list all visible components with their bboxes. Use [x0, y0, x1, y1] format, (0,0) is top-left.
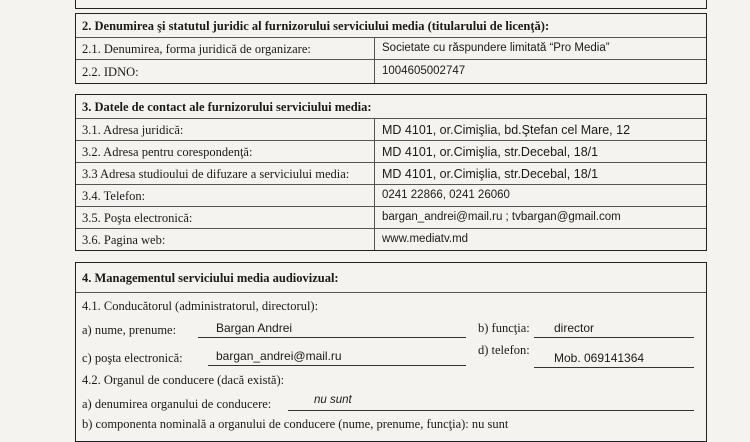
section-2-heading-row [76, 14, 706, 38]
table-row [76, 185, 706, 207]
composition-text: b) componenta nominală a organului de conducere (nume, prenume, funcţia): nu sunt [82, 417, 509, 431]
field-label: 3.2. Adresa pentru corespondenţă: [82, 145, 253, 159]
org-underline [288, 410, 694, 411]
field-value: www.mediatv.md [382, 233, 469, 245]
section-3-heading: 3. Datele de contact ale furnizorului serviciului media: [82, 100, 372, 114]
section-2-box [75, 13, 707, 84]
section-4-2-subheading: 4.2. Organul de conducere (dacă există): [82, 373, 285, 387]
table-row [76, 38, 706, 60]
function-underline [534, 337, 694, 338]
function-label: b) funcţia: [478, 321, 530, 335]
table-row [76, 207, 706, 229]
previous-section-box [75, 0, 707, 9]
section-4-heading: 4. Managementul serviciului media audiovizual: [82, 271, 339, 285]
name-label: a) nume, prenume: [82, 323, 177, 337]
field-value: 1004605002747 [382, 65, 466, 77]
table-row [76, 229, 706, 250]
table-row [76, 163, 706, 185]
field-value: 0241 22866, 0241 26060 [382, 189, 510, 201]
section-3-box [75, 94, 707, 251]
phone-value: Mob. 069141364 [554, 351, 645, 365]
field-label: 3.4. Telefon: [82, 189, 146, 203]
email-value: bargan_andrei@mail.ru [216, 349, 342, 363]
field-value: Societate cu răspundere limitată “Pro Media” [382, 42, 610, 54]
name-underline [198, 337, 466, 338]
section-2-heading: 2. Denumirea şi statutul juridic al furnizorului serviciului media (titularului de licenţă): [82, 19, 550, 33]
org-value: nu sunt [314, 394, 352, 406]
phone-label: d) telefon: [478, 343, 530, 357]
field-label: 2.1. Denumirea, forma juridică de organizare: [82, 42, 311, 56]
section-4-1-subheading: 4.1. Conducătorul (administratorul, directorul): [82, 299, 319, 313]
email-label: c) poşta electronică: [82, 351, 183, 365]
name-value: Bargan Andrei [216, 321, 293, 335]
field-value: MD 4101, or.Cimişlia, str.Decebal, 18/1 [382, 167, 599, 181]
phone-underline [534, 367, 694, 368]
table-row [76, 60, 706, 83]
section-3-heading-row [76, 95, 706, 119]
field-label: 3.3 Adresa studioului de difuzare a serviciului media: [82, 167, 350, 181]
field-value: MD 4101, or.Cimişlia, bd.Ştefan cel Mare, 12 [382, 123, 631, 137]
field-label: 2.2. IDNO: [82, 65, 139, 79]
section-4-box [75, 262, 707, 442]
field-value: MD 4101, or.Cimişlia, str.Decebal, 18/1 [382, 145, 599, 159]
email-underline [208, 365, 466, 366]
org-label: a) denumirea organului de conducere: [82, 397, 272, 411]
section-4-heading-row [76, 263, 706, 293]
field-value: bargan_andrei@mail.ru ; tvbargan@gmail.com [382, 211, 621, 223]
table-row [76, 119, 706, 141]
field-label: 3.5. Poşta electronică: [82, 211, 193, 225]
field-label: 3.1. Adresa juridică: [82, 123, 184, 137]
table-row [76, 141, 706, 163]
field-label: 3.6. Pagina web: [82, 233, 166, 247]
function-value: director [554, 321, 595, 335]
